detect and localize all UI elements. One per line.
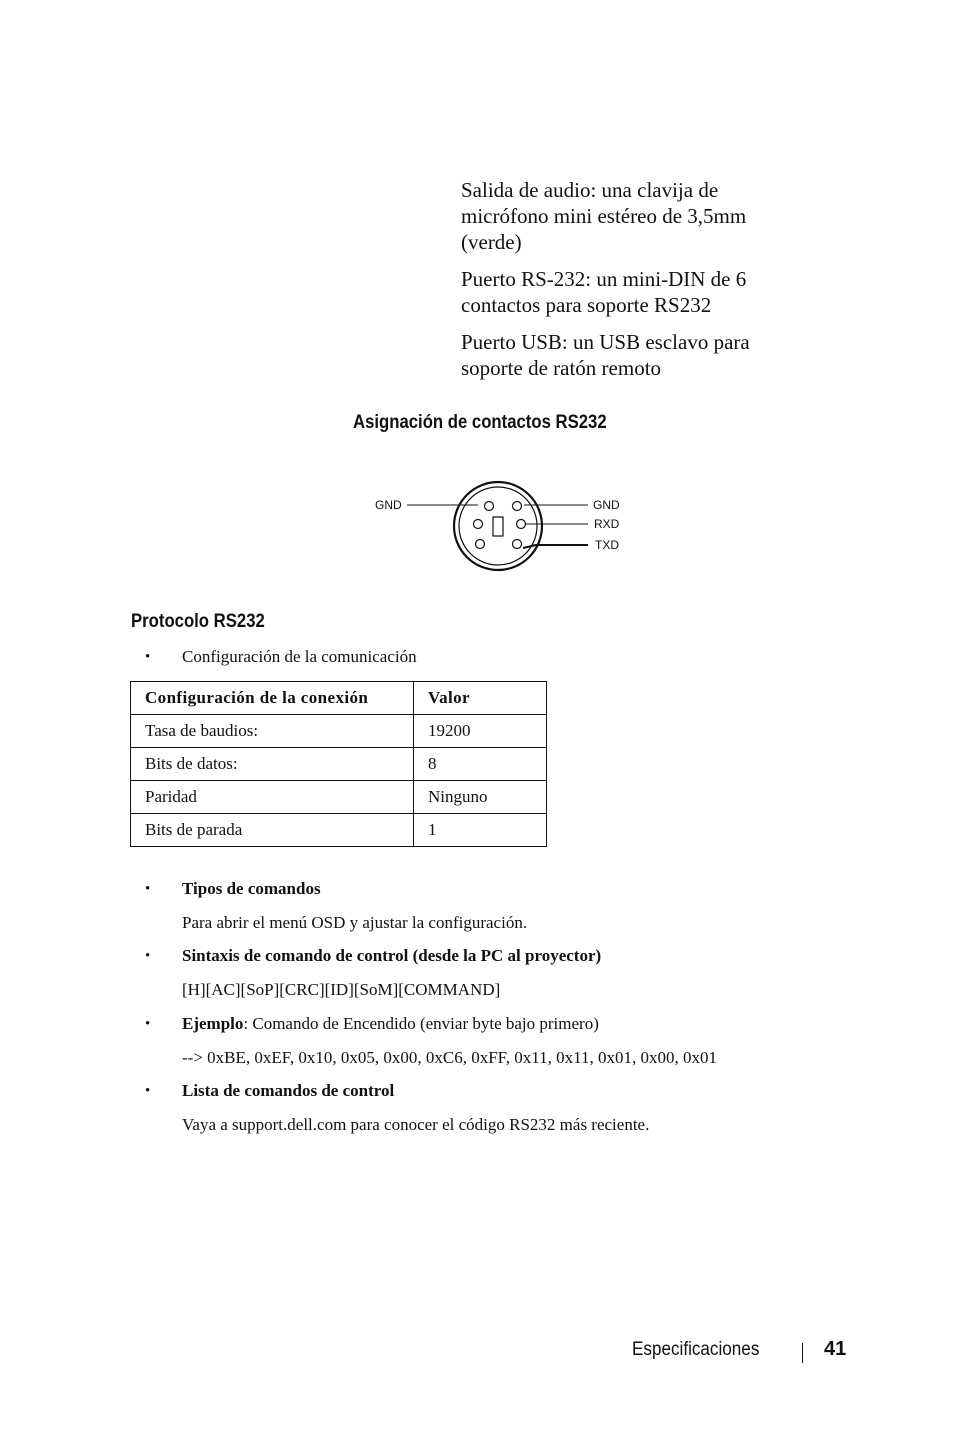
table-cell: Ninguno: [414, 781, 547, 814]
leader-lines: [407, 505, 588, 548]
command-types-detail: Para abrir el menú OSD y ajustar la configuración.: [182, 913, 528, 932]
comm-config-label: Configuración de la comunicación: [182, 647, 417, 666]
footer-divider: [802, 1343, 803, 1363]
pin-5: [476, 540, 485, 549]
mini-din-connector-diagram: [360, 478, 640, 578]
bullet-icon: •: [145, 649, 151, 665]
footer-section-name: Especificaciones: [632, 1339, 760, 1360]
command-list-detail: Vaya a support.dell.com para conocer el código RS232 más reciente.: [182, 1115, 650, 1134]
spec-usb-port: Puerto USB: un USB esclavo para soporte de ratón remoto: [461, 330, 750, 380]
bullet-icon: •: [145, 1083, 151, 1099]
table-cell: Bits de parada: [131, 814, 414, 847]
command-syntax-title: Sintaxis de comando de control (desde la PC al proyector): [182, 946, 602, 965]
connector-pins: [474, 502, 526, 549]
command-list-title: Lista de comandos de control: [182, 1081, 395, 1100]
example-line: [182, 1014, 599, 1034]
bullet-icon: •: [145, 948, 151, 964]
connector-body: [454, 482, 542, 570]
table-row: [131, 814, 547, 847]
section-heading: Protocolo RS232: [131, 611, 265, 632]
spec-rs232-port: Puerto RS-232: un mini-DIN de 6 contactos para soporte RS232: [461, 267, 747, 317]
connection-config-table: [130, 681, 547, 847]
pin-1: [485, 502, 494, 511]
pin-4: [517, 520, 526, 529]
label-gnd-left: GND: [375, 498, 402, 512]
table-row: [131, 715, 547, 748]
table-cell: Bits de datos:: [131, 748, 414, 781]
command-types-title: Tipos de comandos: [182, 879, 321, 898]
bullet-icon: •: [145, 881, 151, 897]
label-rxd: RXD: [594, 517, 620, 531]
example-description: : Comando de Encendido (enviar byte bajo primero): [243, 1014, 599, 1033]
table-cell: Paridad: [131, 781, 414, 814]
pin-6: [513, 540, 522, 549]
example-bytes: --> 0xBE, 0xEF, 0x10, 0x05, 0x00, 0xC6, 0xFF, 0x11, 0x11, 0x01, 0x00, 0x01: [182, 1048, 717, 1067]
table-header-cell: Valor: [414, 682, 547, 715]
diagram-title: Asignación de contactos RS232: [353, 412, 607, 433]
pin-3: [474, 520, 483, 529]
table-cell: Tasa de baudios:: [131, 715, 414, 748]
command-syntax-detail: [H][AC][SoP][CRC][ID][SoM][COMMAND]: [182, 980, 501, 999]
table-cell: 1: [414, 814, 547, 847]
example-title: Ejemplo: [182, 1014, 244, 1033]
bullet-icon: •: [145, 1016, 151, 1032]
page-number: 41: [824, 1338, 847, 1360]
spec-audio-out: Salida de audio: una clavija de micrófono mini estéreo de 3,5mm (verde): [461, 178, 747, 254]
label-gnd-right: GND: [593, 498, 620, 512]
table-header-cell: Configuración de la conexión: [131, 682, 414, 715]
table-row: [131, 781, 547, 814]
pin-2: [513, 502, 522, 511]
table-header-row: [131, 682, 547, 715]
table-cell: 19200: [414, 715, 547, 748]
table-cell: 8: [414, 748, 547, 781]
table-row: [131, 748, 547, 781]
label-txd: TXD: [595, 538, 619, 552]
